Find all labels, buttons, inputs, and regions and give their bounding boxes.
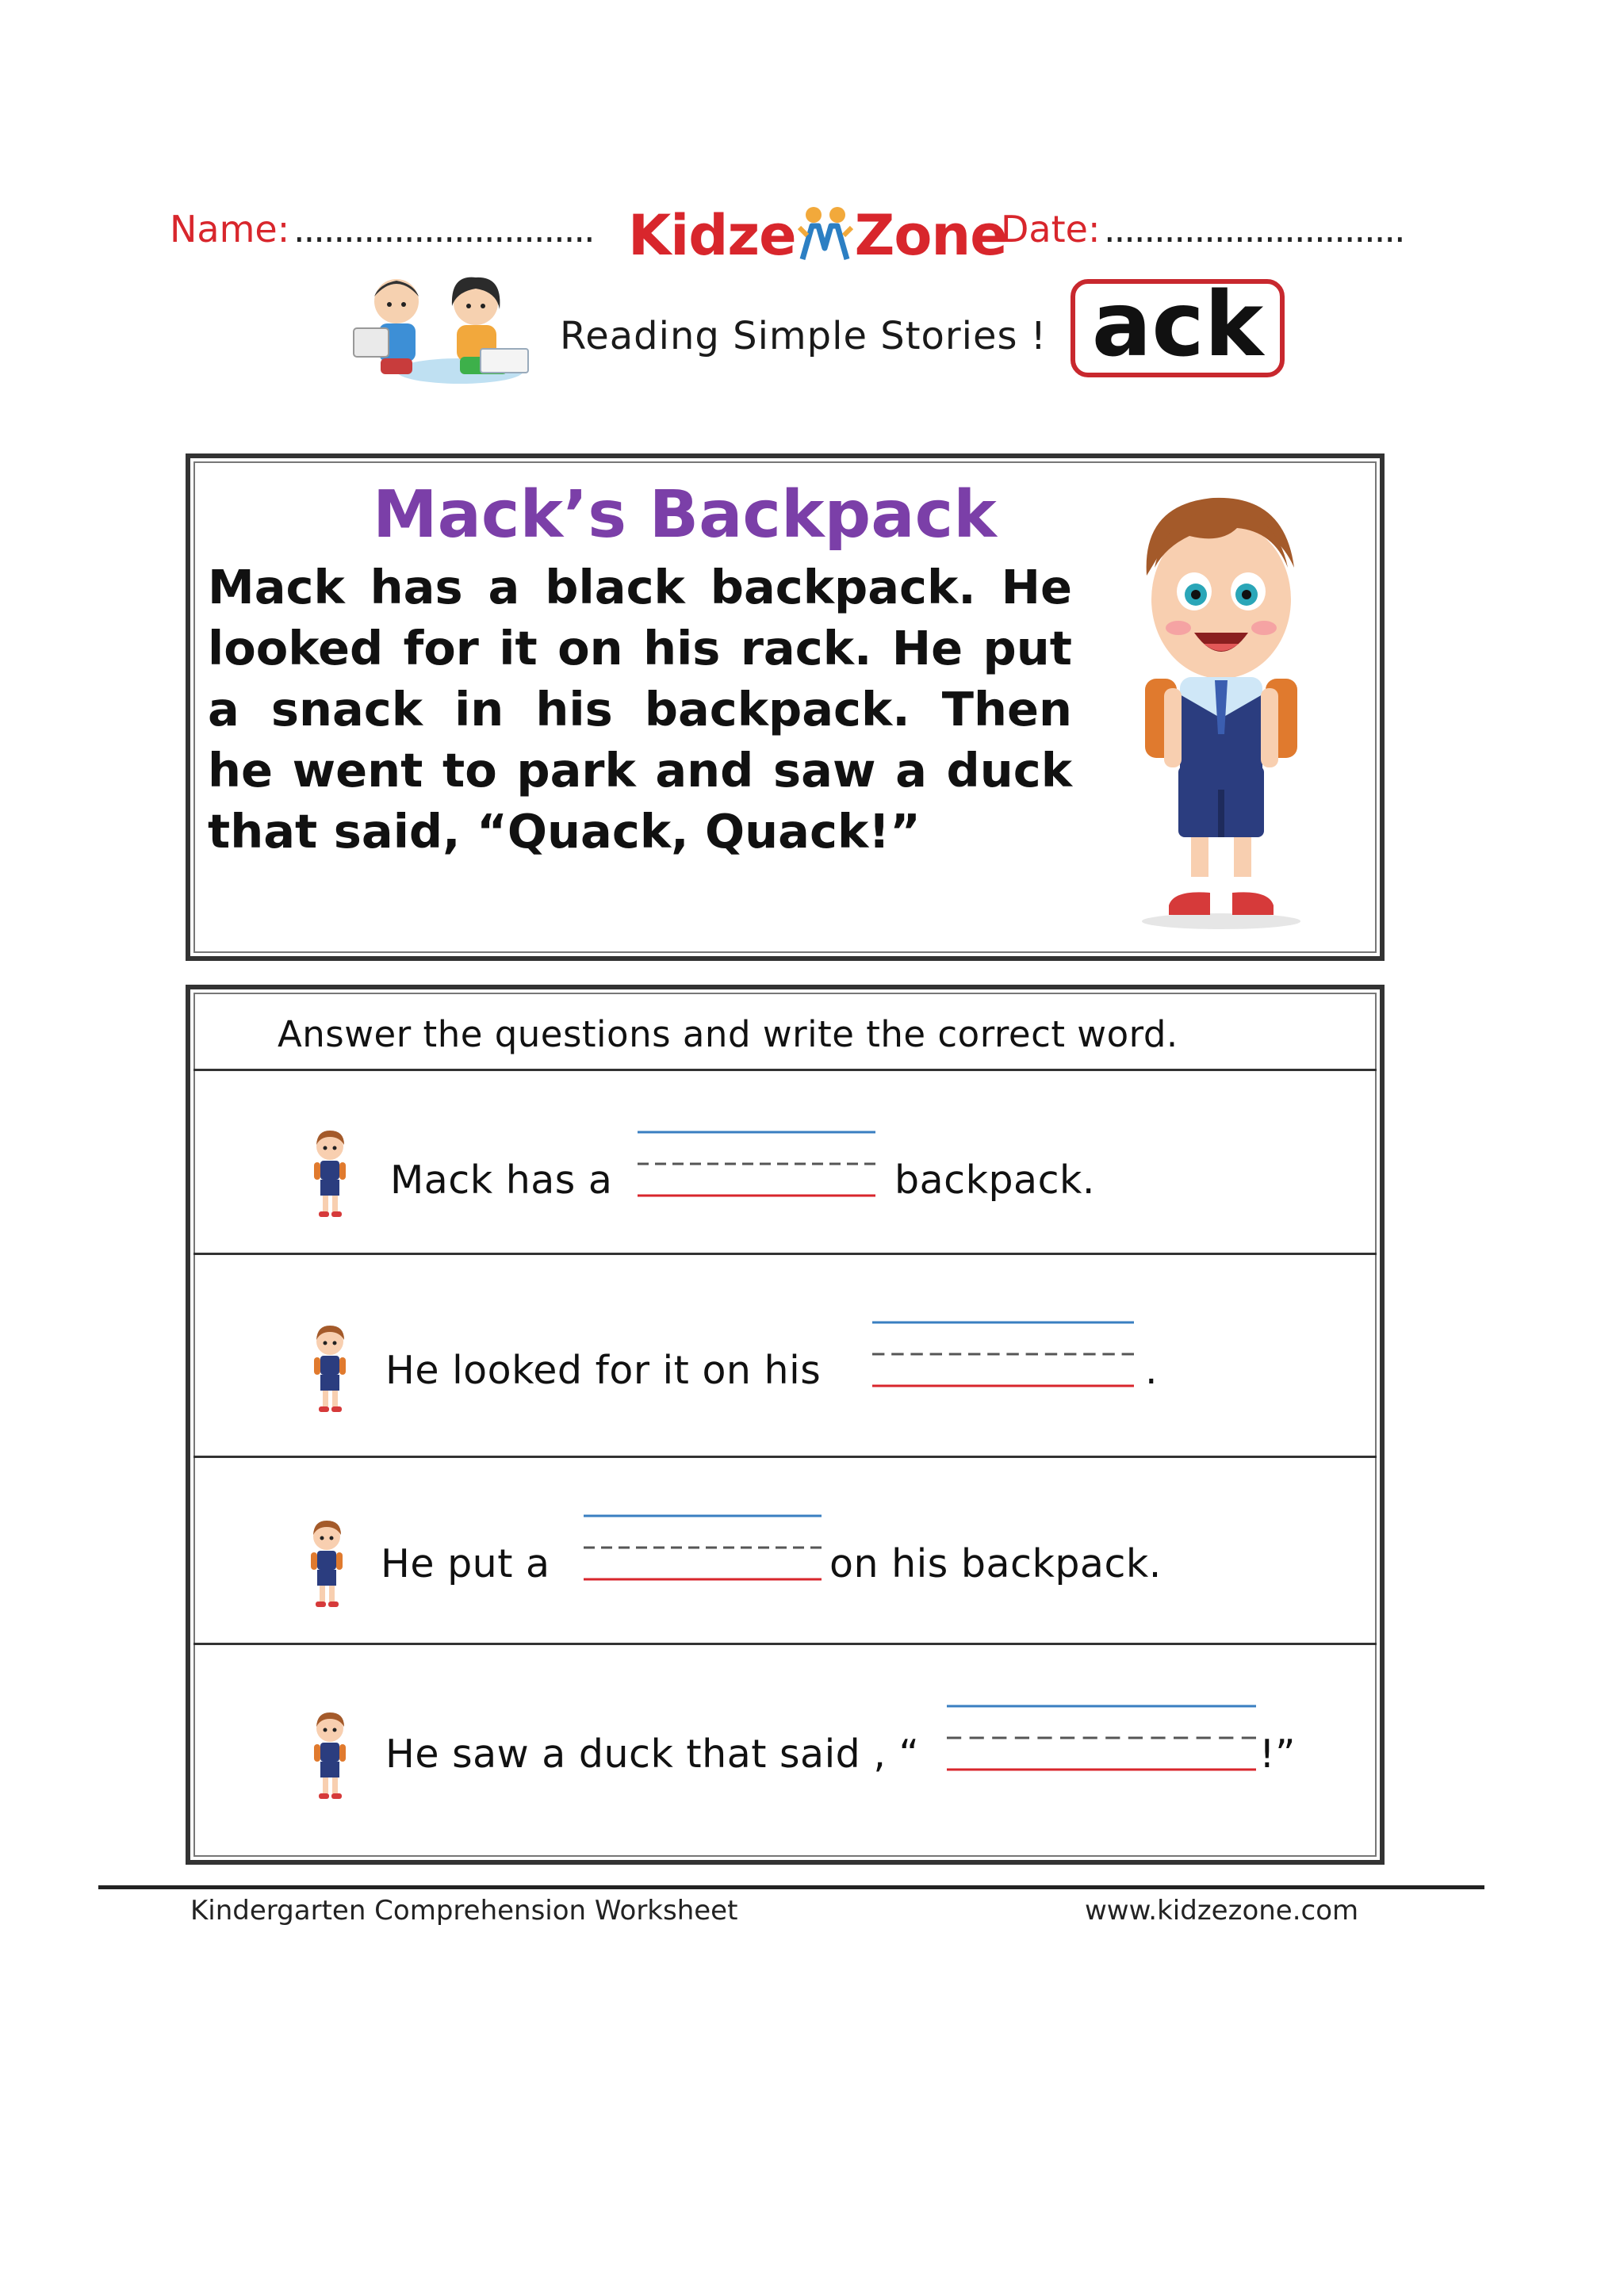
name-blank[interactable]: .............................. <box>293 208 594 251</box>
name-label: Name: <box>170 208 290 251</box>
question-2-after: . <box>1145 1348 1159 1393</box>
footer-website-link[interactable]: www.kidzezone.com <box>1085 1895 1359 1927</box>
logo-text-second: Zone <box>854 203 1007 268</box>
question-3-before: He put a <box>381 1541 550 1586</box>
kidzezone-logo <box>628 200 1007 271</box>
question-2-before: He looked for it on his <box>385 1348 822 1393</box>
kids-reading-icon <box>341 270 547 388</box>
question-1-before: Mack has a <box>390 1158 613 1203</box>
small-boy-icon <box>308 1324 352 1416</box>
divider <box>193 1456 1377 1458</box>
question-4-after: !” <box>1259 1732 1297 1777</box>
date-label: Date: <box>1001 208 1101 251</box>
small-boy-icon <box>308 1129 352 1221</box>
logo-kids-icon <box>796 204 855 267</box>
worksheet-subtitle: Reading Simple Stories ! <box>560 314 1048 358</box>
story-title: Mack’s Backpack <box>373 477 997 553</box>
divider <box>193 1253 1377 1255</box>
footer-left-text: Kindergarten Comprehension Worksheet <box>190 1895 738 1927</box>
question-4-before: He saw a duck that said , “ <box>385 1732 920 1777</box>
boy-with-backpack-icon <box>1118 480 1324 932</box>
small-boy-icon <box>304 1519 349 1611</box>
questions-instruction: Answer the questions and write the correct word. <box>278 1013 1178 1055</box>
question-3-after: on his backpack. <box>829 1541 1162 1586</box>
footer-divider <box>98 1885 1484 1889</box>
divider <box>193 1069 1377 1071</box>
date-blank[interactable]: .............................. <box>1104 208 1404 251</box>
small-boy-icon <box>308 1711 352 1803</box>
word-family-text: ack <box>1091 274 1264 377</box>
question-1-after: backpack. <box>894 1158 1095 1203</box>
divider <box>193 1643 1377 1645</box>
answer-blank-1[interactable] <box>638 1126 875 1202</box>
answer-blank-2[interactable] <box>872 1316 1134 1392</box>
answer-blank-3[interactable] <box>584 1510 822 1586</box>
logo-text-first: Kidze <box>628 203 796 268</box>
answer-blank-4[interactable] <box>947 1700 1256 1776</box>
story-text: Mack has a black backpack. He looked for it on his rack. He put a snack in his backpack. Then he went to park and saw a duck that said, “Quack, Quack!” <box>208 560 1072 859</box>
word-family-badge <box>1071 274 1285 377</box>
